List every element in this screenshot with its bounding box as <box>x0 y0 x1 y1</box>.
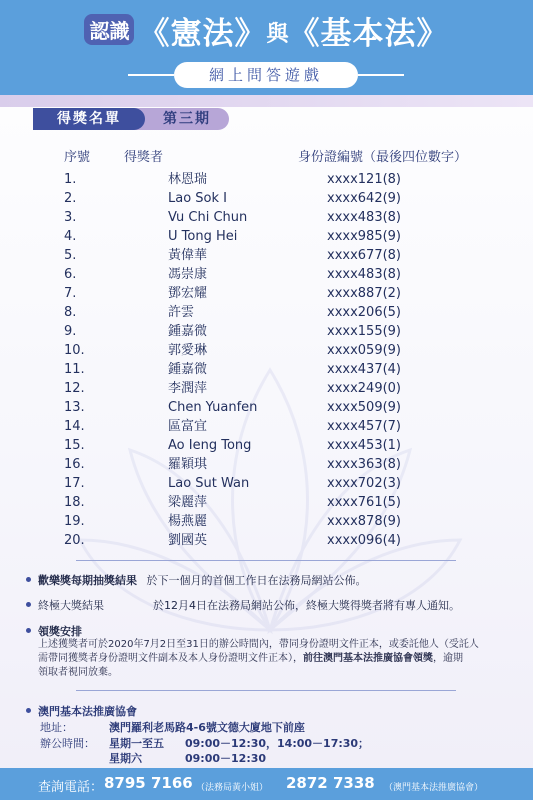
bullet-icon <box>26 602 31 607</box>
table-row <box>0 227 533 246</box>
row-id: xxxx642(9) <box>327 191 402 206</box>
row-name: Vu Chi Chun <box>168 210 248 225</box>
row-number: 12. <box>64 381 85 396</box>
column-header-id: 身份證編號（最後四位數字） <box>298 150 468 165</box>
footer-phone-1-note: （法務局黃小姐） <box>196 783 269 793</box>
table-row <box>0 379 533 398</box>
bullet-icon <box>26 577 31 582</box>
row-number: 17. <box>64 476 85 491</box>
row-number: 20. <box>64 533 85 548</box>
table-row <box>0 531 533 550</box>
row-number: 10. <box>64 343 85 358</box>
row-number: 5. <box>64 248 77 263</box>
row-name: 郭愛琳 <box>168 343 208 358</box>
row-name: 鍾嘉微 <box>168 324 208 339</box>
row-number: 3. <box>64 210 77 225</box>
footer-phone-2-note: （澳門基本法推廣協會） <box>384 783 484 793</box>
row-number: 6. <box>64 267 77 282</box>
row-number: 13. <box>64 400 85 415</box>
row-id: xxxx457(7) <box>327 419 402 434</box>
note-collection-line2b: 前往澳門基本法推廣協會領獎 <box>303 653 433 664</box>
note-collection-line2a: 需帶同獲獎者身份證明文件副本及本人身份證明文件正本）， <box>38 653 303 664</box>
table-row <box>0 512 533 531</box>
table-row <box>0 303 533 322</box>
footer-phone-2: 2872 7338 <box>286 774 375 792</box>
row-name: Ao Ieng Tong <box>168 438 252 453</box>
row-number: 4. <box>64 229 77 244</box>
bullet-icon <box>26 628 31 633</box>
footer-contact-bar <box>0 768 533 800</box>
table-row <box>0 208 533 227</box>
column-header-name: 得獎者 <box>124 150 164 165</box>
table-row <box>0 455 533 474</box>
note-lottery <box>38 572 528 588</box>
row-number: 18. <box>64 495 85 510</box>
hours-label: 辦公時間： <box>40 737 95 750</box>
subtitle-line-right <box>358 74 404 76</box>
row-id: xxxx509(9) <box>327 400 402 415</box>
note-collection-line2 <box>38 652 523 666</box>
period-label: 第三期 <box>163 111 211 127</box>
row-name: 馮崇康 <box>168 267 208 282</box>
row-id: xxxx702(3) <box>327 476 402 491</box>
row-name: Lao Sok I <box>168 191 227 206</box>
address-label: 地址： <box>40 721 73 734</box>
column-header-no: 序號 <box>64 150 91 165</box>
row-name: 林恩瑞 <box>168 172 208 187</box>
table-row <box>0 474 533 493</box>
row-number: 19. <box>64 514 85 529</box>
row-number: 15. <box>64 438 85 453</box>
row-name: Chen Yuanfen <box>168 400 258 415</box>
note-grand-prize-text: 於12月4日在法務局網站公佈，終極大獎得獎者將有專人通知。 <box>153 599 460 612</box>
row-id: xxxx059(9) <box>327 343 402 358</box>
saturday-hours: 09:00－12:30 <box>185 752 267 765</box>
row-name: 許雲 <box>168 305 195 320</box>
row-name: 鍾嘉微 <box>168 362 208 377</box>
bullet-icon <box>26 708 31 713</box>
note-lottery-text: 於下一個月的首個工作日在法務局網站公佈。 <box>146 574 367 587</box>
row-number: 11. <box>64 362 85 377</box>
row-id: xxxx437(4) <box>327 362 402 377</box>
row-number: 16. <box>64 457 85 472</box>
row-name: 黃偉華 <box>168 248 208 263</box>
row-id: xxxx483(8) <box>327 210 402 225</box>
table-row <box>0 284 533 303</box>
title-prefix: 認識 <box>84 14 134 45</box>
subtitle-line-left <box>128 74 174 76</box>
note-collection-line2c: ，逾期 <box>433 653 463 664</box>
row-id: xxxx155(9) <box>327 324 402 339</box>
row-number: 1. <box>64 172 77 187</box>
row-id: xxxx878(9) <box>327 514 402 529</box>
weekday-label: 星期一至五 <box>109 737 164 750</box>
note-collection-line3: 領取者視同放棄。 <box>38 667 118 678</box>
table-row <box>0 436 533 455</box>
row-name: 劉國英 <box>168 533 208 548</box>
note-collection-head: 領獎安排 <box>38 625 82 638</box>
row-id: xxxx677(8) <box>327 248 402 263</box>
header-band <box>0 95 533 107</box>
note-collection-line1: 上述獲獎者可於2020年7月2日至31日的辦公時間內，帶同身份證明文件正本，或委託他人（受託人 <box>38 639 479 650</box>
table-row <box>0 246 533 265</box>
saturday-label: 星期六 <box>109 752 142 765</box>
title-basic-law: 《基本法》 <box>288 16 449 52</box>
weekday-hours: 09:00－12:30，14:00－17:30； <box>185 737 370 750</box>
row-name: Lao Sut Wan <box>168 476 250 491</box>
row-id: xxxx483(8) <box>327 267 402 282</box>
row-number: 2. <box>64 191 77 206</box>
note-grand-prize-head: 終極大獎結果 <box>38 599 104 612</box>
table-row <box>0 398 533 417</box>
row-id: xxxx887(2) <box>327 286 402 301</box>
divider-bottom <box>76 690 456 691</box>
title-connector: 與 <box>266 22 289 47</box>
table-row <box>0 417 533 436</box>
footer-phone-1: 8795 7166 <box>104 774 193 792</box>
divider-top <box>76 560 456 561</box>
table-row <box>0 322 533 341</box>
winner-list-label: 得獎名單 <box>33 108 145 130</box>
row-number: 9. <box>64 324 77 339</box>
row-id: xxxx985(9) <box>327 229 402 244</box>
subtitle: 網上問答遊戲 <box>174 62 358 88</box>
row-id: xxxx121(8) <box>327 172 402 187</box>
note-lottery-head: 歡樂獎每期抽獎結果 <box>38 574 137 587</box>
row-name: 區富宜 <box>168 419 208 434</box>
row-number: 14. <box>64 419 85 434</box>
row-id: xxxx096(4) <box>327 533 402 548</box>
row-id: xxxx761(5) <box>327 495 402 510</box>
page-title <box>0 8 533 53</box>
row-name: 李潤萍 <box>168 381 208 396</box>
row-number: 8. <box>64 305 77 320</box>
row-id: xxxx206(5) <box>327 305 402 320</box>
table-row <box>0 265 533 284</box>
row-name: 鄧宏耀 <box>168 286 208 301</box>
row-id: xxxx249(0) <box>327 381 402 396</box>
row-number: 7. <box>64 286 77 301</box>
row-id: xxxx363(8) <box>327 457 402 472</box>
footer-label: 查詢電話： <box>38 780 104 795</box>
row-name: 羅穎琪 <box>168 457 208 472</box>
row-name: 楊燕麗 <box>168 514 208 529</box>
row-name: 梁麗萍 <box>168 495 208 510</box>
association-name: 澳門基本法推廣協會 <box>38 705 137 718</box>
table-row <box>0 360 533 379</box>
table-row <box>0 493 533 512</box>
address-value: 澳門羅利老馬路4-6號文德大廈地下前座 <box>109 721 305 734</box>
table-row <box>0 170 533 189</box>
title-constitution: 《憲法》 <box>138 16 267 52</box>
row-name: U Tong Hei <box>168 229 238 244</box>
row-id: xxxx453(1) <box>327 438 402 453</box>
table-row <box>0 189 533 208</box>
table-row <box>0 341 533 360</box>
